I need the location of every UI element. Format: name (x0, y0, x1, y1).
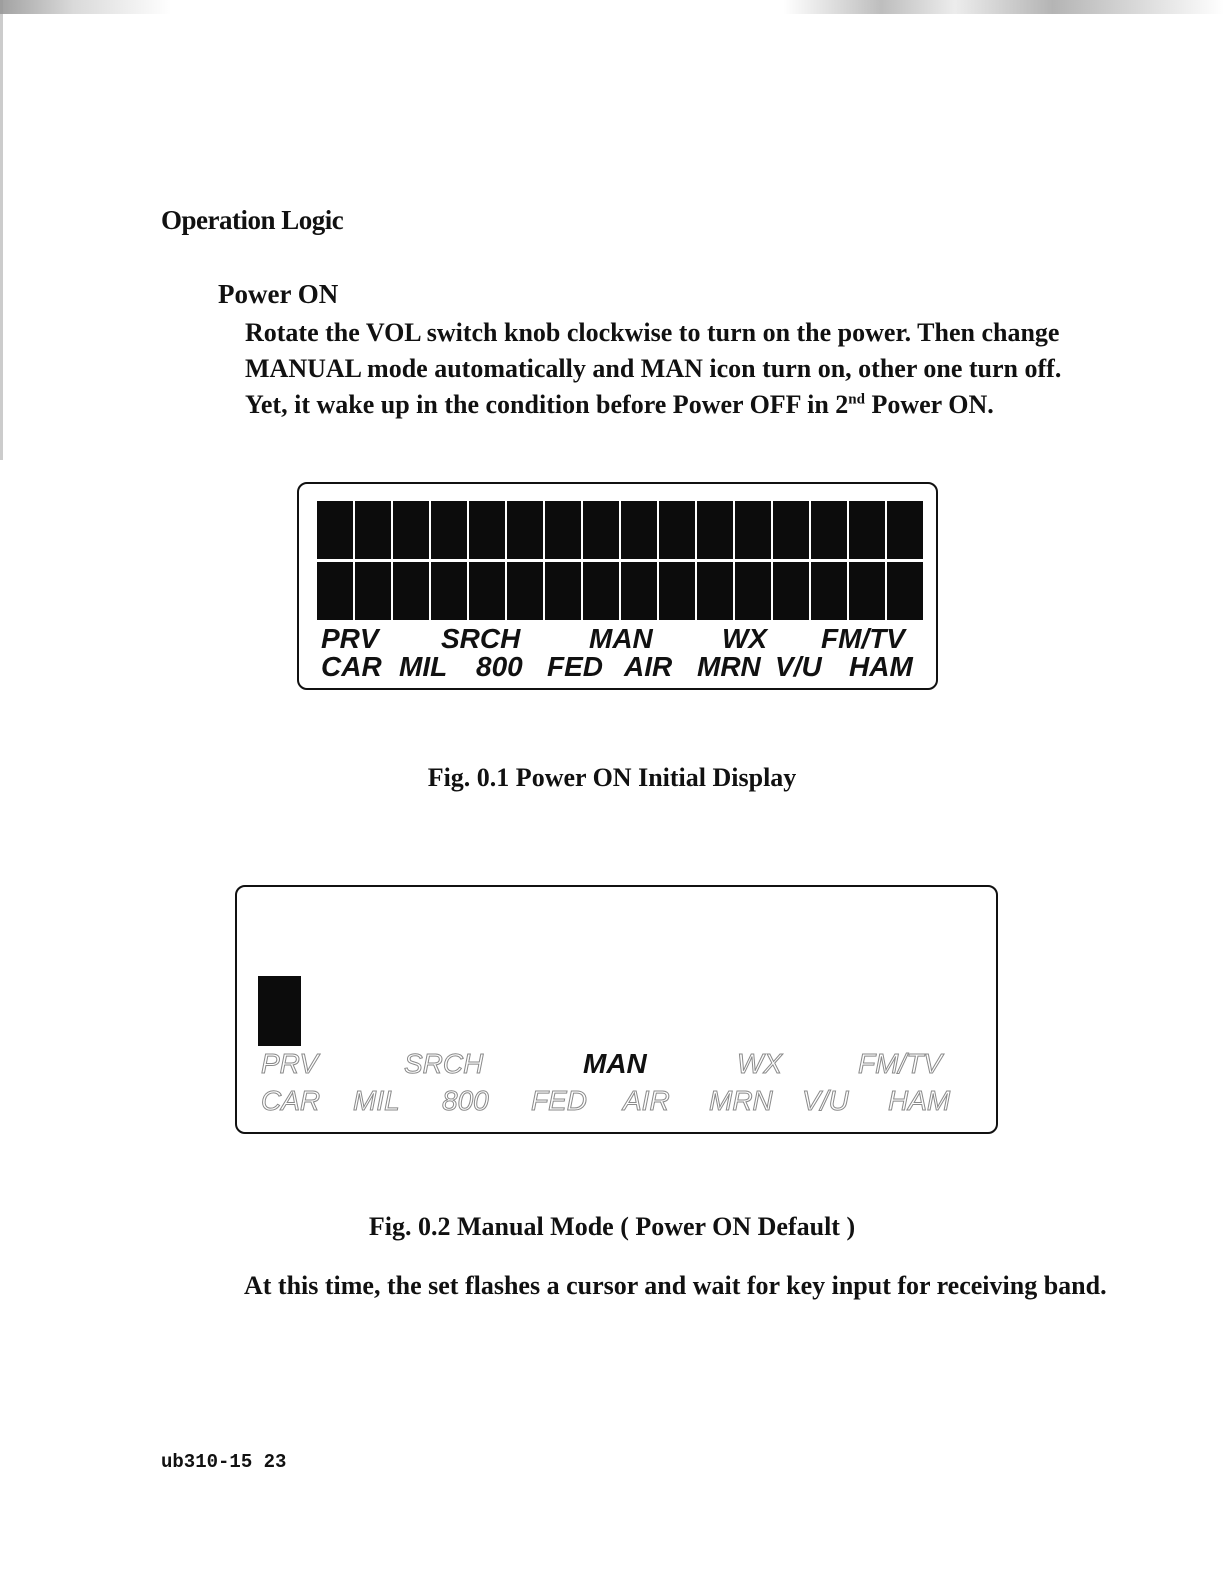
lcd-icon-ham: HAM (888, 1085, 951, 1116)
lcd-char-segment (469, 501, 505, 559)
lcd-char-segment (659, 501, 695, 559)
lcd-icon-fed: FED (547, 651, 603, 682)
lcd-icon-prv: PRV (321, 623, 379, 654)
lcd-icon-row-2 (237, 1086, 996, 1116)
lcd-icon-man-active: MAN (583, 1048, 647, 1079)
scan-edge-top (0, 0, 1224, 14)
lcd-icon-car: CAR (321, 651, 382, 682)
lcd-icon-mil: MIL (353, 1085, 400, 1116)
lcd-char-segment (431, 501, 467, 559)
lcd-char-segment (317, 562, 353, 620)
lcd-cursor (258, 976, 301, 1046)
lcd-char-segment (621, 562, 657, 620)
lcd-icon-mrn: MRN (697, 651, 761, 682)
lcd-char-segment (583, 562, 619, 620)
lcd-char-segment (773, 562, 809, 620)
lcd-char-segment (469, 562, 505, 620)
section-paragraph (245, 315, 1105, 423)
lcd-char-segment (621, 501, 657, 559)
lcd-icon-mil: MIL (399, 651, 448, 682)
lcd-segment-row-1 (317, 501, 923, 559)
lcd-char-segment (355, 562, 391, 620)
lcd-icon-wx: WX (737, 1048, 783, 1079)
lcd-char-segment (507, 501, 543, 559)
lcd-char-segment (735, 501, 771, 559)
lcd-icon-row-1 (299, 624, 936, 654)
lcd-icon-srch: SRCH (404, 1048, 484, 1079)
lcd-manual-mode-display (235, 885, 998, 1134)
lcd-icon-fmtv: FM/TV (821, 623, 905, 654)
lcd-icon-vu: V/U (775, 651, 822, 682)
lcd-char-segment (811, 501, 847, 559)
lcd-char-segment (887, 501, 923, 559)
lcd-char-segment (773, 501, 809, 559)
lcd-char-segment (431, 562, 467, 620)
lcd-char-segment (583, 501, 619, 559)
lcd-char-segment (697, 501, 733, 559)
lcd-initial-display (297, 482, 938, 690)
lcd-char-segment (811, 562, 847, 620)
lcd-char-segment (507, 562, 543, 620)
lcd-icon-srch: SRCH (441, 623, 521, 654)
lcd-char-segment (355, 501, 391, 559)
lcd-segment-row-2 (317, 562, 923, 620)
figure-caption-2: Fig. 0.2 Manual Mode ( Power ON Default ) (368, 1212, 856, 1241)
page-heading: Operation Logic (161, 205, 344, 235)
lcd-char-segment (697, 562, 733, 620)
lcd-char-segment (735, 562, 771, 620)
lcd-char-segment (545, 562, 581, 620)
lcd-char-segment (317, 501, 353, 559)
lcd-icon-man: MAN (589, 623, 653, 654)
lcd-icon-fed: FED (531, 1085, 587, 1116)
page-footer: ub310-15 23 (161, 1451, 287, 1473)
lcd-char-segment (393, 501, 429, 559)
paragraph-line-1: Rotate the VOL switch knob clockwise to turn on the power. Then change (245, 318, 1060, 347)
figure-caption-1: Fig. 0.1 Power ON Initial Display (427, 763, 797, 792)
paragraph-line-3-text: Yet, it wake up in the condition before Power OFF in 2 (245, 390, 849, 419)
lcd-icon-mrn: MRN (709, 1085, 773, 1116)
lcd-char-segment (659, 562, 695, 620)
body-paragraph: At this time, the set flashes a cursor and wait for key input for receiving band. (244, 1271, 1107, 1300)
lcd-char-segment (393, 562, 429, 620)
paragraph-line-3-end: Power ON. (864, 390, 994, 419)
paragraph-line-2: MANUAL mode automatically and MAN icon turn on, other one turn off. (245, 354, 1062, 383)
ordinal-suffix: nd (848, 391, 865, 408)
scan-edge-left (0, 0, 3, 460)
lcd-icon-row-1 (237, 1049, 996, 1079)
lcd-icon-800: 800 (476, 651, 523, 682)
lcd-icon-row-2 (299, 652, 936, 682)
section-title: Power ON (218, 279, 339, 309)
lcd-icon-ham: HAM (849, 651, 913, 682)
paragraph-line-3 (245, 387, 1105, 423)
lcd-icon-car: CAR (261, 1085, 321, 1116)
lcd-char-segment (887, 562, 923, 620)
lcd-icon-air: AIR (624, 651, 673, 682)
lcd-icon-vu: V/U (802, 1085, 849, 1116)
lcd-char-segment (545, 501, 581, 559)
lcd-icon-fmtv: FM/TV (858, 1048, 942, 1079)
lcd-icon-air: AIR (623, 1085, 670, 1116)
lcd-char-segment (849, 562, 885, 620)
lcd-icon-wx: WX (722, 623, 768, 654)
lcd-char-segment (849, 501, 885, 559)
lcd-icon-800: 800 (442, 1085, 489, 1116)
lcd-icon-prv: PRV (261, 1048, 319, 1079)
